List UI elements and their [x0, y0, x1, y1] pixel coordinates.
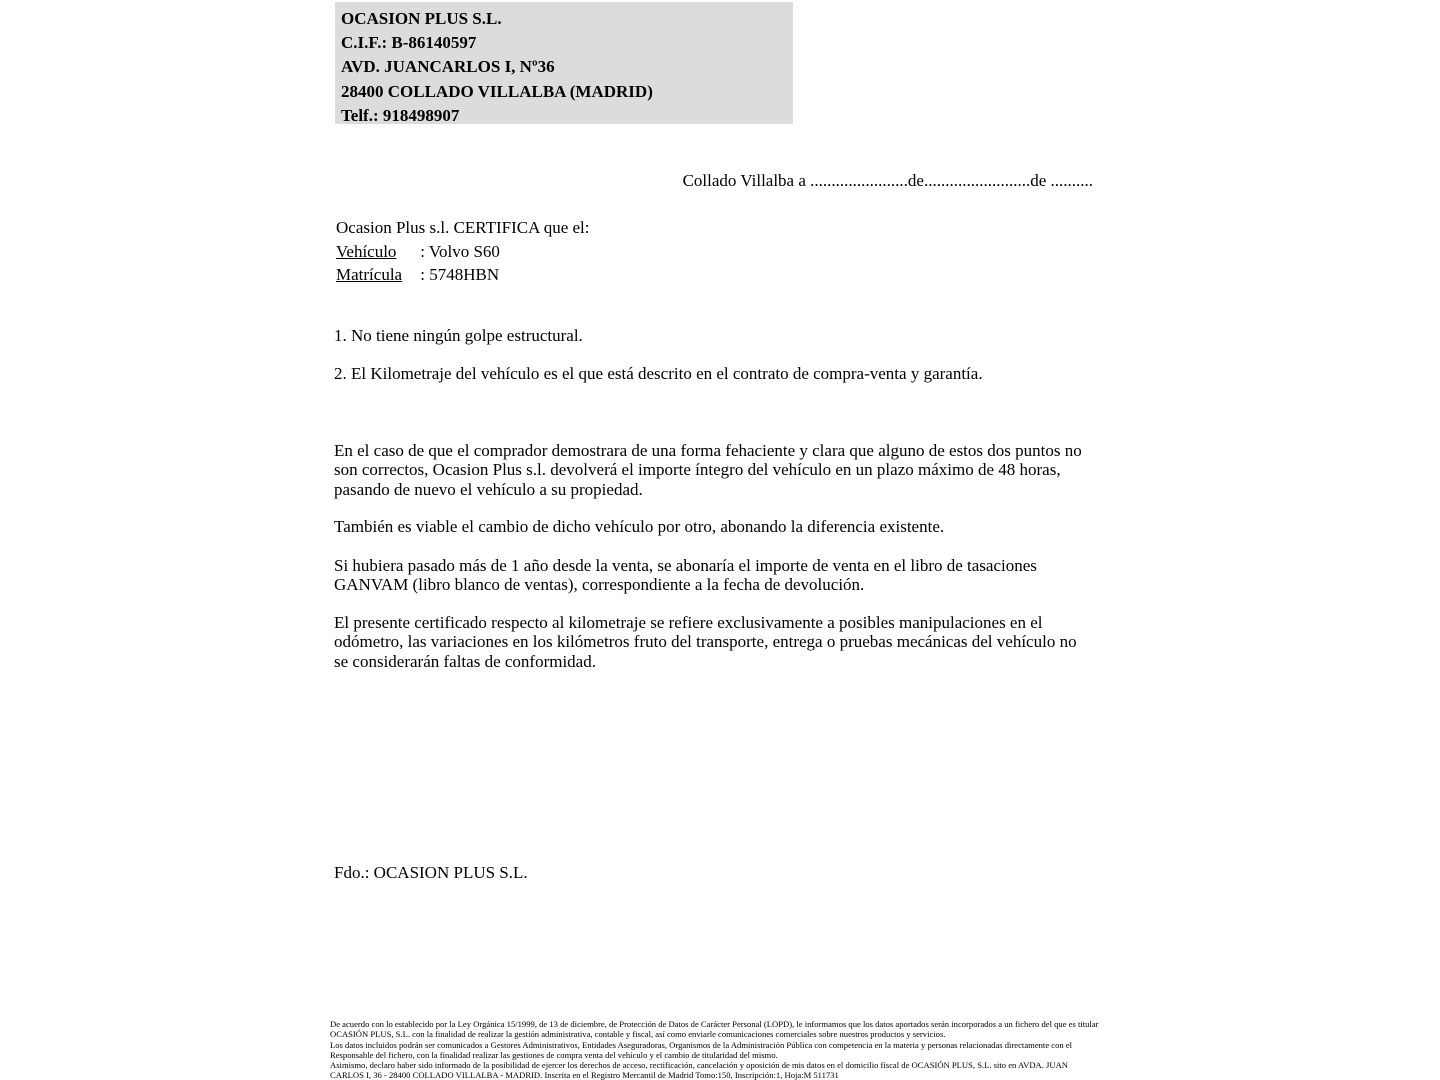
paragraph-ganvam: Si hubiera pasado más de 1 año desde la venta, se abonaría el importe de venta en el libro de tasaciones GANVAM (libro blanco de ventas), correspondiente a la fecha de devolución.: [334, 556, 1037, 595]
paragraph-odometer: El presente certificado respecto al kilometraje se refiere exclusivamente a posibles manipulaciones en el odómetro, las variaciones en los kilómetros fruto del transporte, entrega o pruebas mecánicas del vehículo no se considerarán faltas de conformidad.: [334, 613, 1077, 671]
legal-paragraph-rights: Asimismo, declaro haber sido informado de la posibilidad de ejercer los derechos de acceso, rectificación, cancelación y oposición de mis datos en el domicilio fiscal de OCASIÓN PLUS, S.L. sito en AVDA. JUAN CARLOS I, 36 - 28400 COLLADO VILLALBA - MADRID. Inscrita en el Registro Mercantil de Madrid Tomo:150, Inscripción:1, Hoja:M 511731: [330, 1060, 1069, 1080]
company-header-block: [335, 2, 793, 124]
vehicle-label: Vehículo: [336, 241, 397, 261]
legal-paragraph-lopd: De acuerdo con lo establecido por la Ley Orgánica 15/1999, de 13 de diciembre, de Protección de Datos de Carácter Personal (LOPD), le informamos que los datos aportados serán incorporados a un fichero del que es titular OCASIÓN PLUS, S.L. con la finalidad de realizar la gestión administrativa, contable y fiscal, así como enviarle comunicaciones comerciales sobre nuestros productos y servicios.: [330, 1019, 1099, 1040]
point-2: 2. El Kilometraje del vehículo es el que está descrito en el contrato de compra-venta y garantía.: [334, 364, 983, 383]
company-address: AVD. JUANCARLOS I, Nº36: [341, 57, 555, 77]
vehicle-row: [336, 240, 1096, 264]
legal-paragraph-data-sharing: Los datos incluidos podrán ser comunicados a Gestores Administrativos, Entidades Aseguradoras, Organismos de la Administración Pública con competencia en la materia y personas relacionadas directamente con el Responsable del fichero, con la finalidad realizar las gestiones de compra venta del vehículo y el cambio de titularidad del mismo.: [330, 1039, 1073, 1060]
signature-line: Fdo.: OCASION PLUS S.L.: [334, 863, 528, 882]
point-1: 1. No tiene ningún golpe estructural.: [334, 326, 583, 345]
company-cif: C.I.F.: B-86140597: [341, 33, 477, 53]
certify-block: [336, 216, 1096, 287]
date-line: Collado Villalba a .......................de.........................de ..........: [682, 171, 1093, 190]
company-city: 28400 COLLADO VILLALBA (MADRID): [341, 81, 653, 101]
certify-intro: Ocasion Plus s.l. CERTIFICA que el:: [336, 218, 590, 237]
company-name: OCASION PLUS S.L.: [341, 9, 502, 28]
plate-row: [336, 263, 1096, 287]
paragraph-refund: En el caso de que el comprador demostrara de una forma fehaciente y clara que alguno de estos dos puntos no son correctos, Ocasion Plus s.l. devolverá el importe íntegro del vehículo en un plazo máximo de 48 horas, pasando de nuevo el vehículo a su propiedad.: [334, 441, 1082, 499]
plate-value: : 5748HBN: [420, 265, 500, 285]
paragraph-exchange: También es viable el cambio de dicho vehículo por otro, abonando la diferencia existente.: [334, 517, 945, 536]
plate-label: Matrícula: [336, 265, 403, 285]
vehicle-value: : Volvo S60: [420, 241, 500, 261]
company-phone: Telf.: 918498907: [341, 105, 460, 125]
legal-fine-print: [330, 1019, 1102, 1080]
